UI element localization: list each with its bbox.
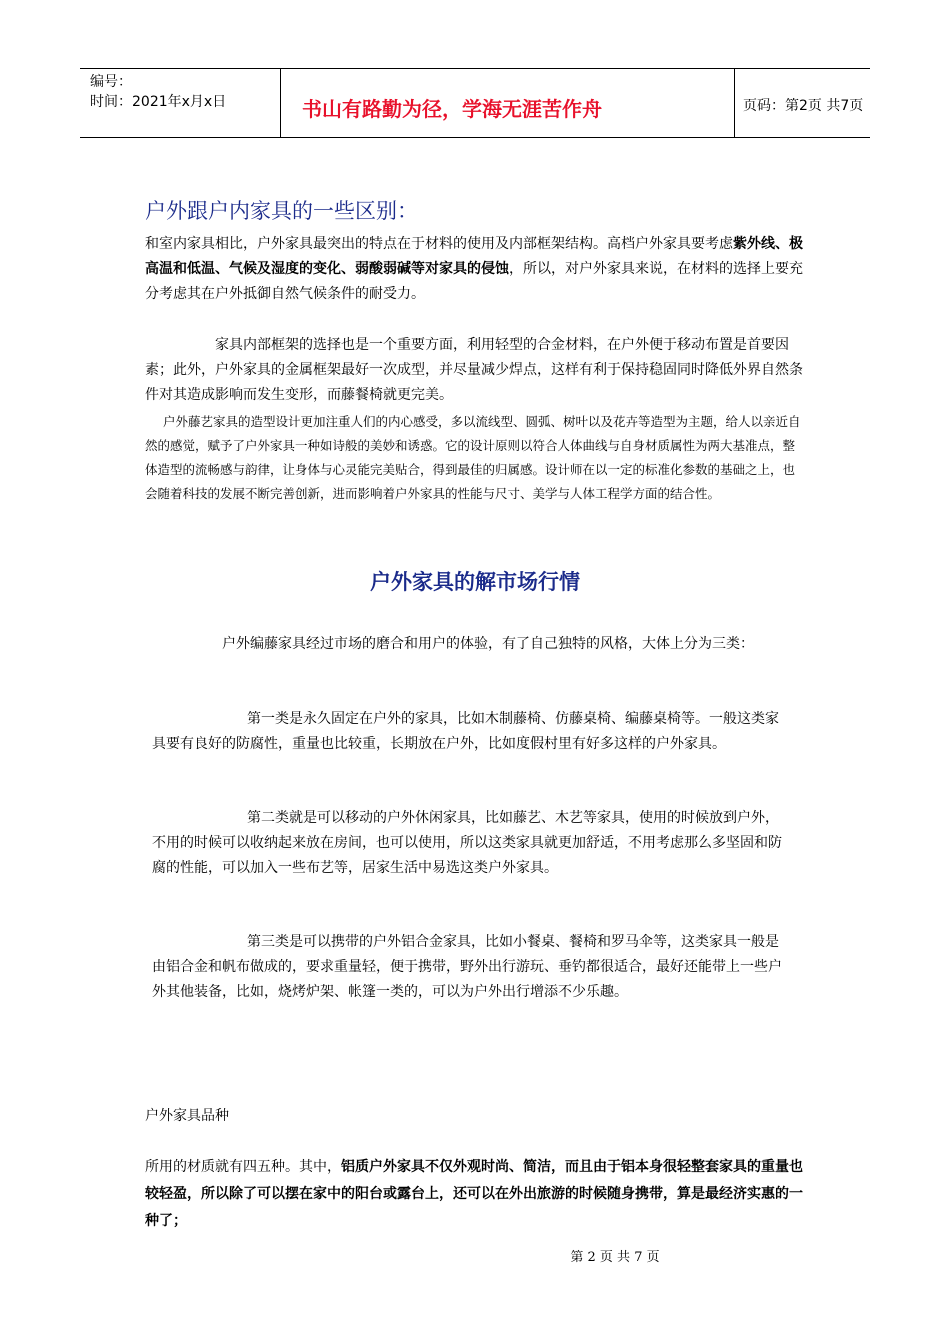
section-title-market: 户外家具的解市场行情 (370, 570, 580, 594)
paragraph-frame: 家具内部框架的选择也是一个重要方面，利用轻型的合金材料，在户外便于移动布置是首要因素；此外，户外家具的金属框架最好一次成型，并尽量减少焊点，这样有利于保持稳固同时降低外界自然条件对其造成影响而发生变形，而藤餐椅就更完美。 (145, 337, 803, 403)
paragraph-differences (145, 232, 805, 307)
paragraph-type-3: 第三类是可以携带的户外铝合金家具，比如小餐桌、餐椅和罗马伞等，这类家具一般是由铝合金和帆布做成的，要求重量轻，便于携带，野外出行游玩、垂钓都很适合，最好还能带上一些户外其他装备，比如，烧烤炉架、帐篷一类的，可以为户外出行增添不少乐趣。 (152, 934, 782, 1000)
header-motto: 书山有路勤为径，学海无涯苦作舟 (302, 97, 602, 121)
header-meta-cell (80, 69, 281, 137)
paragraph-varieties (145, 1154, 810, 1235)
paragraph-bold-text: 紫外线、极高温和低温、气候及湿度的变化、弱酸弱碱等对家具的侵蚀 (145, 236, 803, 277)
paragraph-text: ，所以，对户外家具来说，在材料的选择上要充分考虑其在户外抵御自然气候条件的耐受力。 (145, 261, 803, 302)
footer-page-number: 第 2 页 共 7 页 (570, 1250, 660, 1265)
paragraph-type-1: 第一类是永久固定在户外的家具，比如木制藤椅、仿藤桌椅、编藤桌椅等。一般这类家具要有良好的防腐性，重量也比较重，长期放在户外，比如度假村里有好多这样的户外家具。 (152, 711, 779, 752)
header-page-number: 页码：第2页 共7页 (743, 98, 864, 114)
paragraph-type-2: 第二类就是可以移动的户外休闲家具，比如藤艺、木艺等家具，使用的时候放到户外，不用的时候可以收纳起来放在房间，也可以使用，所以这类家具就更加舒适，不用考虑那么多坚固和防腐的性能，可以加入一些布艺等，居家生活中易选这类户外家具。 (152, 810, 782, 876)
section-title-differences: 户外跟户内家具的一些区别： (145, 199, 418, 223)
paragraph-text: 所用的材质就有四五种。其中， (145, 1159, 341, 1175)
section-title-varieties: 户外家具品种 (145, 1108, 229, 1124)
header-number: 编号： (90, 74, 132, 90)
header-page-cell (735, 69, 870, 137)
page-header (80, 68, 870, 138)
paragraph-text: 和室内家具相比，户外家具最突出的特点在于材料的使用及内部框架结构。高档户外家具要考虑 (145, 236, 733, 252)
paragraph-bold-text: 铝质户外家具不仅外观时尚、简洁，而且由于铝本身很轻整套家具的重量也较轻盈，所以除了可以摆在家中的阳台或露台上，还可以在外出旅游的时候随身携带，算是最经济实惠的一种了； (145, 1159, 803, 1229)
paragraph-rattan-design: 户外藤艺家具的造型设计更加注重人们的内心感受，多以流线型、圆弧、树叶以及花卉等造型为主题，给人以亲近自然的感觉，赋予了户外家具一种如诗般的美妙和诱惑。它的设计原则以符合人体曲线与自身材质属性为两大基准点，整体造型的流畅感与韵律，让身体与心灵能完美贴合，得到最佳的归属感。设计师在以一定的标准化参数的基础之上，也会随着科技的发展不断完善创新，进而影响着户外家具的性能与尺寸、美学与人体工程学方面的结合性。 (145, 414, 801, 501)
header-date: 时间：2021年x月x日 (90, 94, 227, 110)
paragraph-market-intro: 户外编藤家具经过市场的磨合和用户的体验，有了自己独特的风格，大体上分为三类： (222, 636, 754, 652)
page-footer (0, 1246, 950, 1265)
header-motto-cell (280, 69, 735, 137)
